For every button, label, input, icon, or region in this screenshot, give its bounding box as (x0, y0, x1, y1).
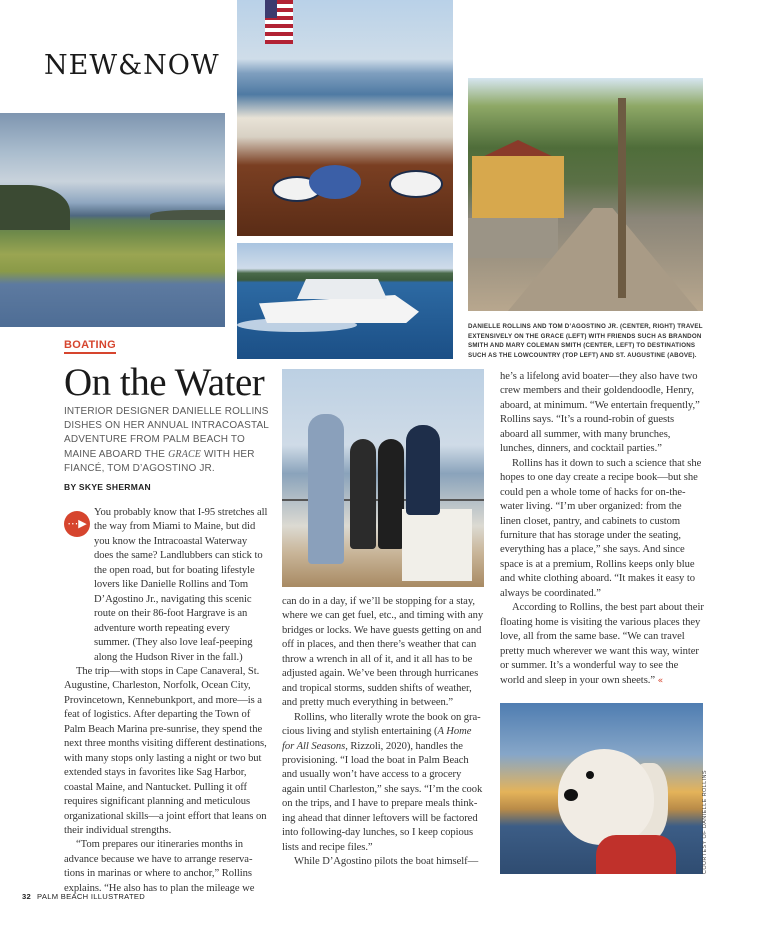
person (406, 425, 440, 515)
section-kicker: BOATING (64, 339, 116, 354)
dog-vest (596, 835, 676, 874)
paragraph-text: According to Rollins, the best part about their floating home is visiting the various places they love, all from the same base. “We can travel pretty much wherever we want this way, winter or summer. It’s a wonderful way to see the world and sleep in your own sheets.” (500, 602, 704, 686)
paragraph: “Tom prepares our itineraries months in advance because we have to arrange reservations in marinas or where to anchor,” Rollins explains. “He also has to plan the mileage we (64, 839, 255, 894)
end-mark-icon: « (657, 675, 664, 686)
body-column-3 (500, 370, 704, 688)
paragraph: The trip—with stops in Cape Canaveral, St. Augustine, Charleston, Norfolk, Ocean City, Provincetown, Kennebunkport, and more—is a feat of logistics. After departing the Town of Palm Beach Marina pre-sunrise, they spend the next three months visiting different destinations, with many stops only lasting a night or two but extended stays in favorites like Sag Harbor, coastal Maine, and Nantucket. Pulling it off requires significant planning and meticulous organizational skills—a joint effort that leans on their individual strengths. (64, 665, 267, 836)
palm-tree (618, 98, 626, 298)
bowl (309, 165, 361, 199)
dek-text: WITH HER FIANCÉ, TOM D’AGOSTINO JR. (64, 448, 255, 474)
paragraph-text: , Rizzoli, 2020), handles the provisioning. “I load the boat in Palm Beach and usually won’t have access to a grocery again until Charleston,” she says. “I’m the cook on the trips, and I have to prepare meals thinking ahead that dinner leftovers will be factored into following-day lunches, so I keep copious lists and recipe files.” (282, 740, 483, 853)
boat-name: GRACE (168, 448, 202, 460)
publication-name: PALM BEACH ILLUSTRATED (37, 892, 146, 901)
paragraph: can do in a day, if we’ll be stopping for a stay, where we can get fuel, etc., and timing with any bridges or locks. We have guests getting on and off in places, and then there’s weather that can throw a wrench in all of it, and it all has to be adjusted again. We’ve been through hurricanes and tropical storms, sudden shifts of weather, and pretty much everything in between.” (282, 596, 484, 709)
plate (389, 170, 443, 198)
headline: On the Water (64, 361, 265, 404)
person (378, 439, 404, 549)
page-number: 32 (22, 892, 32, 901)
section-title: NEW&NOW (44, 50, 220, 81)
paragraph: he’s a lifelong avid boater—they also have two crew members and their goldendoodle, Henry, aboard, at minimum. “We entertain frequently,” Rollins says. “It’s a round-robin of guests aboard all summer, with many brunches, lunches, dinners, and cocktail parties.” (500, 371, 700, 455)
paragraph: While D’Agostino pilots the boat himself— (294, 856, 479, 868)
yacht-cabin (297, 279, 387, 299)
body-column-2 (282, 595, 486, 870)
photo-credit: COURTESY OF DANIELLE ROLLINS (702, 770, 708, 874)
photo-caption: DANIELLE ROLLINS AND TOM D’AGOSTINO JR. (CENTER, RIGHT) TRAVEL EXTENSIVELY ON THE GRACE (LEFT) WITH FRIENDS SUCH AS BRANDON SMITH AND MARY COLEMAN SMITH (CENTER, LEFT) TO DESTINATIONS SUCH AS THE LOWCOUNTRY (TOP LEFT) AND ST. AUGUSTINE (ABOVE). (468, 323, 703, 359)
magazine-logo-icon: ⋯▶ (64, 511, 90, 537)
paragraph (64, 506, 268, 665)
paragraph: Rollins has it down to such a science that she hopes to one day create a recipe book—but she could pen a whole tome of hacks for on-the-water living. “I’m uber organized: from the linen closet, pantry, and cabinets to custom furniture that has storage under the seating, everything has a place,” she says. And since space is at a premium, Rollins keeps only blue and white clothing aboard. “It makes it easy to always be coordinated.” (500, 457, 702, 599)
book-title: A Home for All Seasons (282, 726, 472, 752)
yacht-photo (237, 243, 453, 359)
st-augustine-street-photo (468, 78, 703, 311)
yellow-house (472, 156, 564, 218)
dog-eye (586, 771, 594, 779)
paragraph-text: Rollins, who literally wrote the book on gracious living and stylish entertaining ( (282, 711, 481, 738)
body-column-1 (64, 506, 268, 896)
tree-line (0, 185, 70, 230)
dek (64, 405, 274, 476)
yacht-hull (259, 295, 419, 323)
dining-table-photo (237, 0, 453, 236)
island (150, 210, 225, 220)
marsh-photo (0, 113, 225, 327)
person (350, 439, 376, 549)
page-footer (22, 892, 145, 901)
paragraph-text: You probably know that I-95 stretches all the way from Miami to Maine, but did you know the Intracoastal Waterway does the same? Landlubbers can stick to the open road, but for boating lifestyle lovers like Danielle Rollins and Tom D’Agostino Jr., navigating this scenic route on their 86-foot Hargrave is an adventure worth repeating every summer. (They also love leaf-peeping along the Hudson River in the fall.) (94, 507, 268, 663)
paragraph (500, 601, 704, 688)
goldendoodle-photo (500, 703, 703, 874)
dog-nose (564, 789, 578, 801)
dek-text: INTERIOR DESIGNER DANIELLE ROLLINS DISHES ON HER ANNUAL INTRACOASTAL ADVENTURE FROM PALM BEACH TO MAINE ABOARD THE (64, 406, 269, 460)
group-on-deck-photo (282, 369, 484, 587)
flag-icon (265, 0, 293, 44)
person (308, 414, 344, 564)
deck-chair (402, 509, 472, 581)
stone-wall (468, 218, 558, 258)
byline: BY SKYE SHERMAN (64, 482, 151, 492)
paragraph (282, 711, 486, 856)
